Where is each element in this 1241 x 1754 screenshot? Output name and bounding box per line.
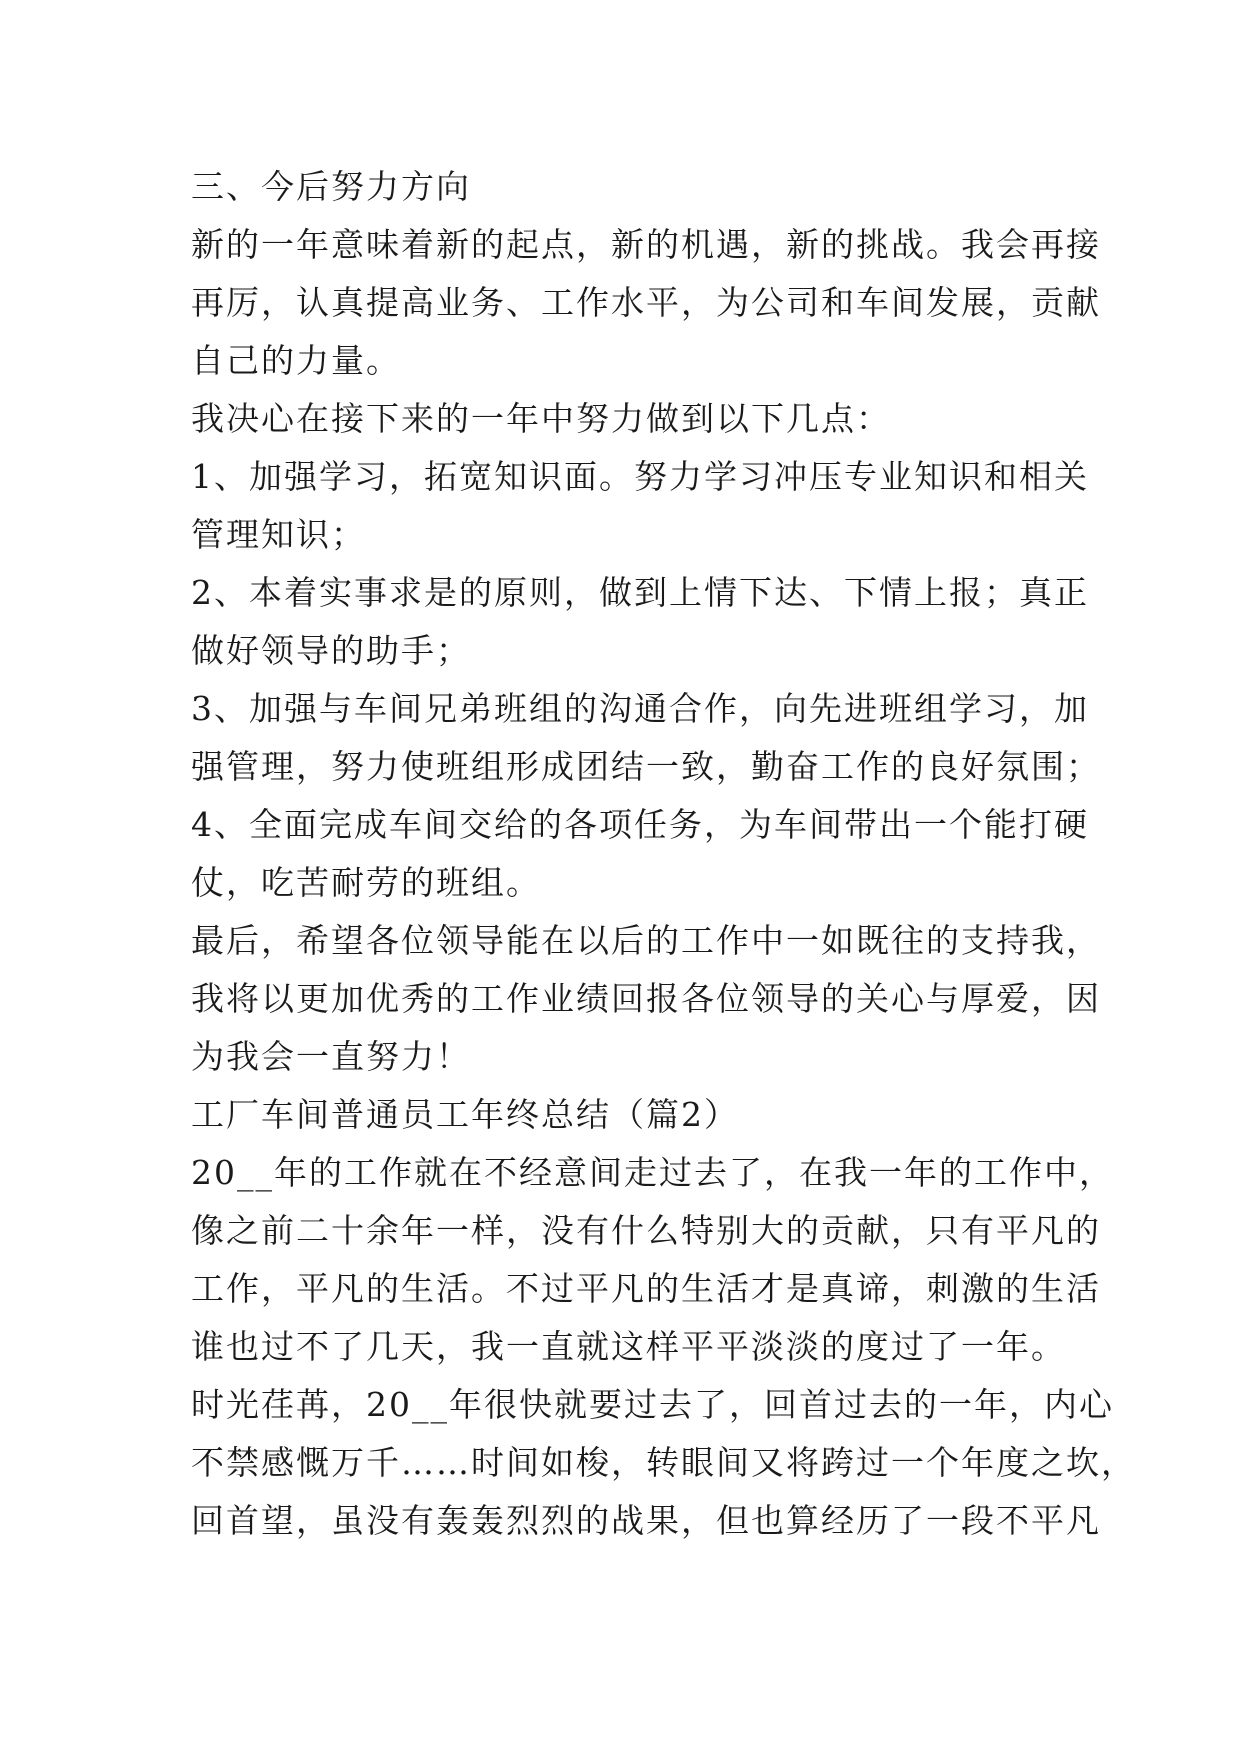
paragraph-line: 时光荏苒，20__年很快就要过去了，回首过去的一年，内心	[191, 1385, 1114, 1424]
paragraph-line: 不禁感慨万千……时间如梭，转眼间又将跨过一个年度之坎，	[191, 1443, 1136, 1482]
paragraph-line: 为我会一直努力！	[191, 1037, 471, 1076]
paragraph-line: 自己的力量。	[191, 341, 401, 380]
section-heading: 三、今后努力方向	[191, 167, 471, 206]
list-item-line: 1、加强学习，拓宽知识面。努力学习冲压专业知识和相关	[191, 457, 1089, 496]
list-item-line: 做好领导的助手；	[191, 631, 471, 670]
list-item-line: 3、加强与车间兄弟班组的沟通合作，向先进班组学习，加	[191, 689, 1089, 728]
document-body	[191, 158, 1136, 1550]
paragraph-line: 工作，平凡的生活。不过平凡的生活才是真谛，刺激的生活	[191, 1269, 1101, 1308]
paragraph-line: 最后，希望各位领导能在以后的工作中一如既往的支持我，	[191, 921, 1101, 960]
article-title: 工厂车间普通员工年终总结（篇2）	[191, 1095, 739, 1134]
paragraph-line: 20__年的工作就在不经意间走过去了，在我一年的工作中，	[191, 1153, 1114, 1192]
paragraph-line: 新的一年意味着新的起点，新的机遇，新的挑战。我会再接	[191, 225, 1101, 264]
paragraph-line: 再厉，认真提高业务、工作水平，为公司和车间发展，贡献	[191, 283, 1101, 322]
paragraph-line: 谁也过不了几天，我一直就这样平平淡淡的度过了一年。	[191, 1327, 1066, 1366]
paragraph-line: 我决心在接下来的一年中努力做到以下几点：	[191, 399, 891, 438]
paragraph-line: 像之前二十余年一样，没有什么特别大的贡献，只有平凡的	[191, 1211, 1101, 1250]
paragraph-line: 我将以更加优秀的工作业绩回报各位领导的关心与厚爱，因	[191, 979, 1101, 1018]
list-item-line: 仗，吃苦耐劳的班组。	[191, 863, 541, 902]
paragraph-line: 回首望，虽没有轰轰烈烈的战果，但也算经历了一段不平凡	[191, 1501, 1101, 1540]
list-item-line: 2、本着实事求是的原则，做到上情下达、下情上报；真正	[191, 573, 1089, 612]
list-item-line: 4、全面完成车间交给的各项任务，为车间带出一个能打硬	[191, 805, 1089, 844]
list-item-line: 管理知识；	[191, 515, 366, 554]
list-item-line: 强管理，努力使班组形成团结一致，勤奋工作的良好氛围；	[191, 747, 1101, 786]
